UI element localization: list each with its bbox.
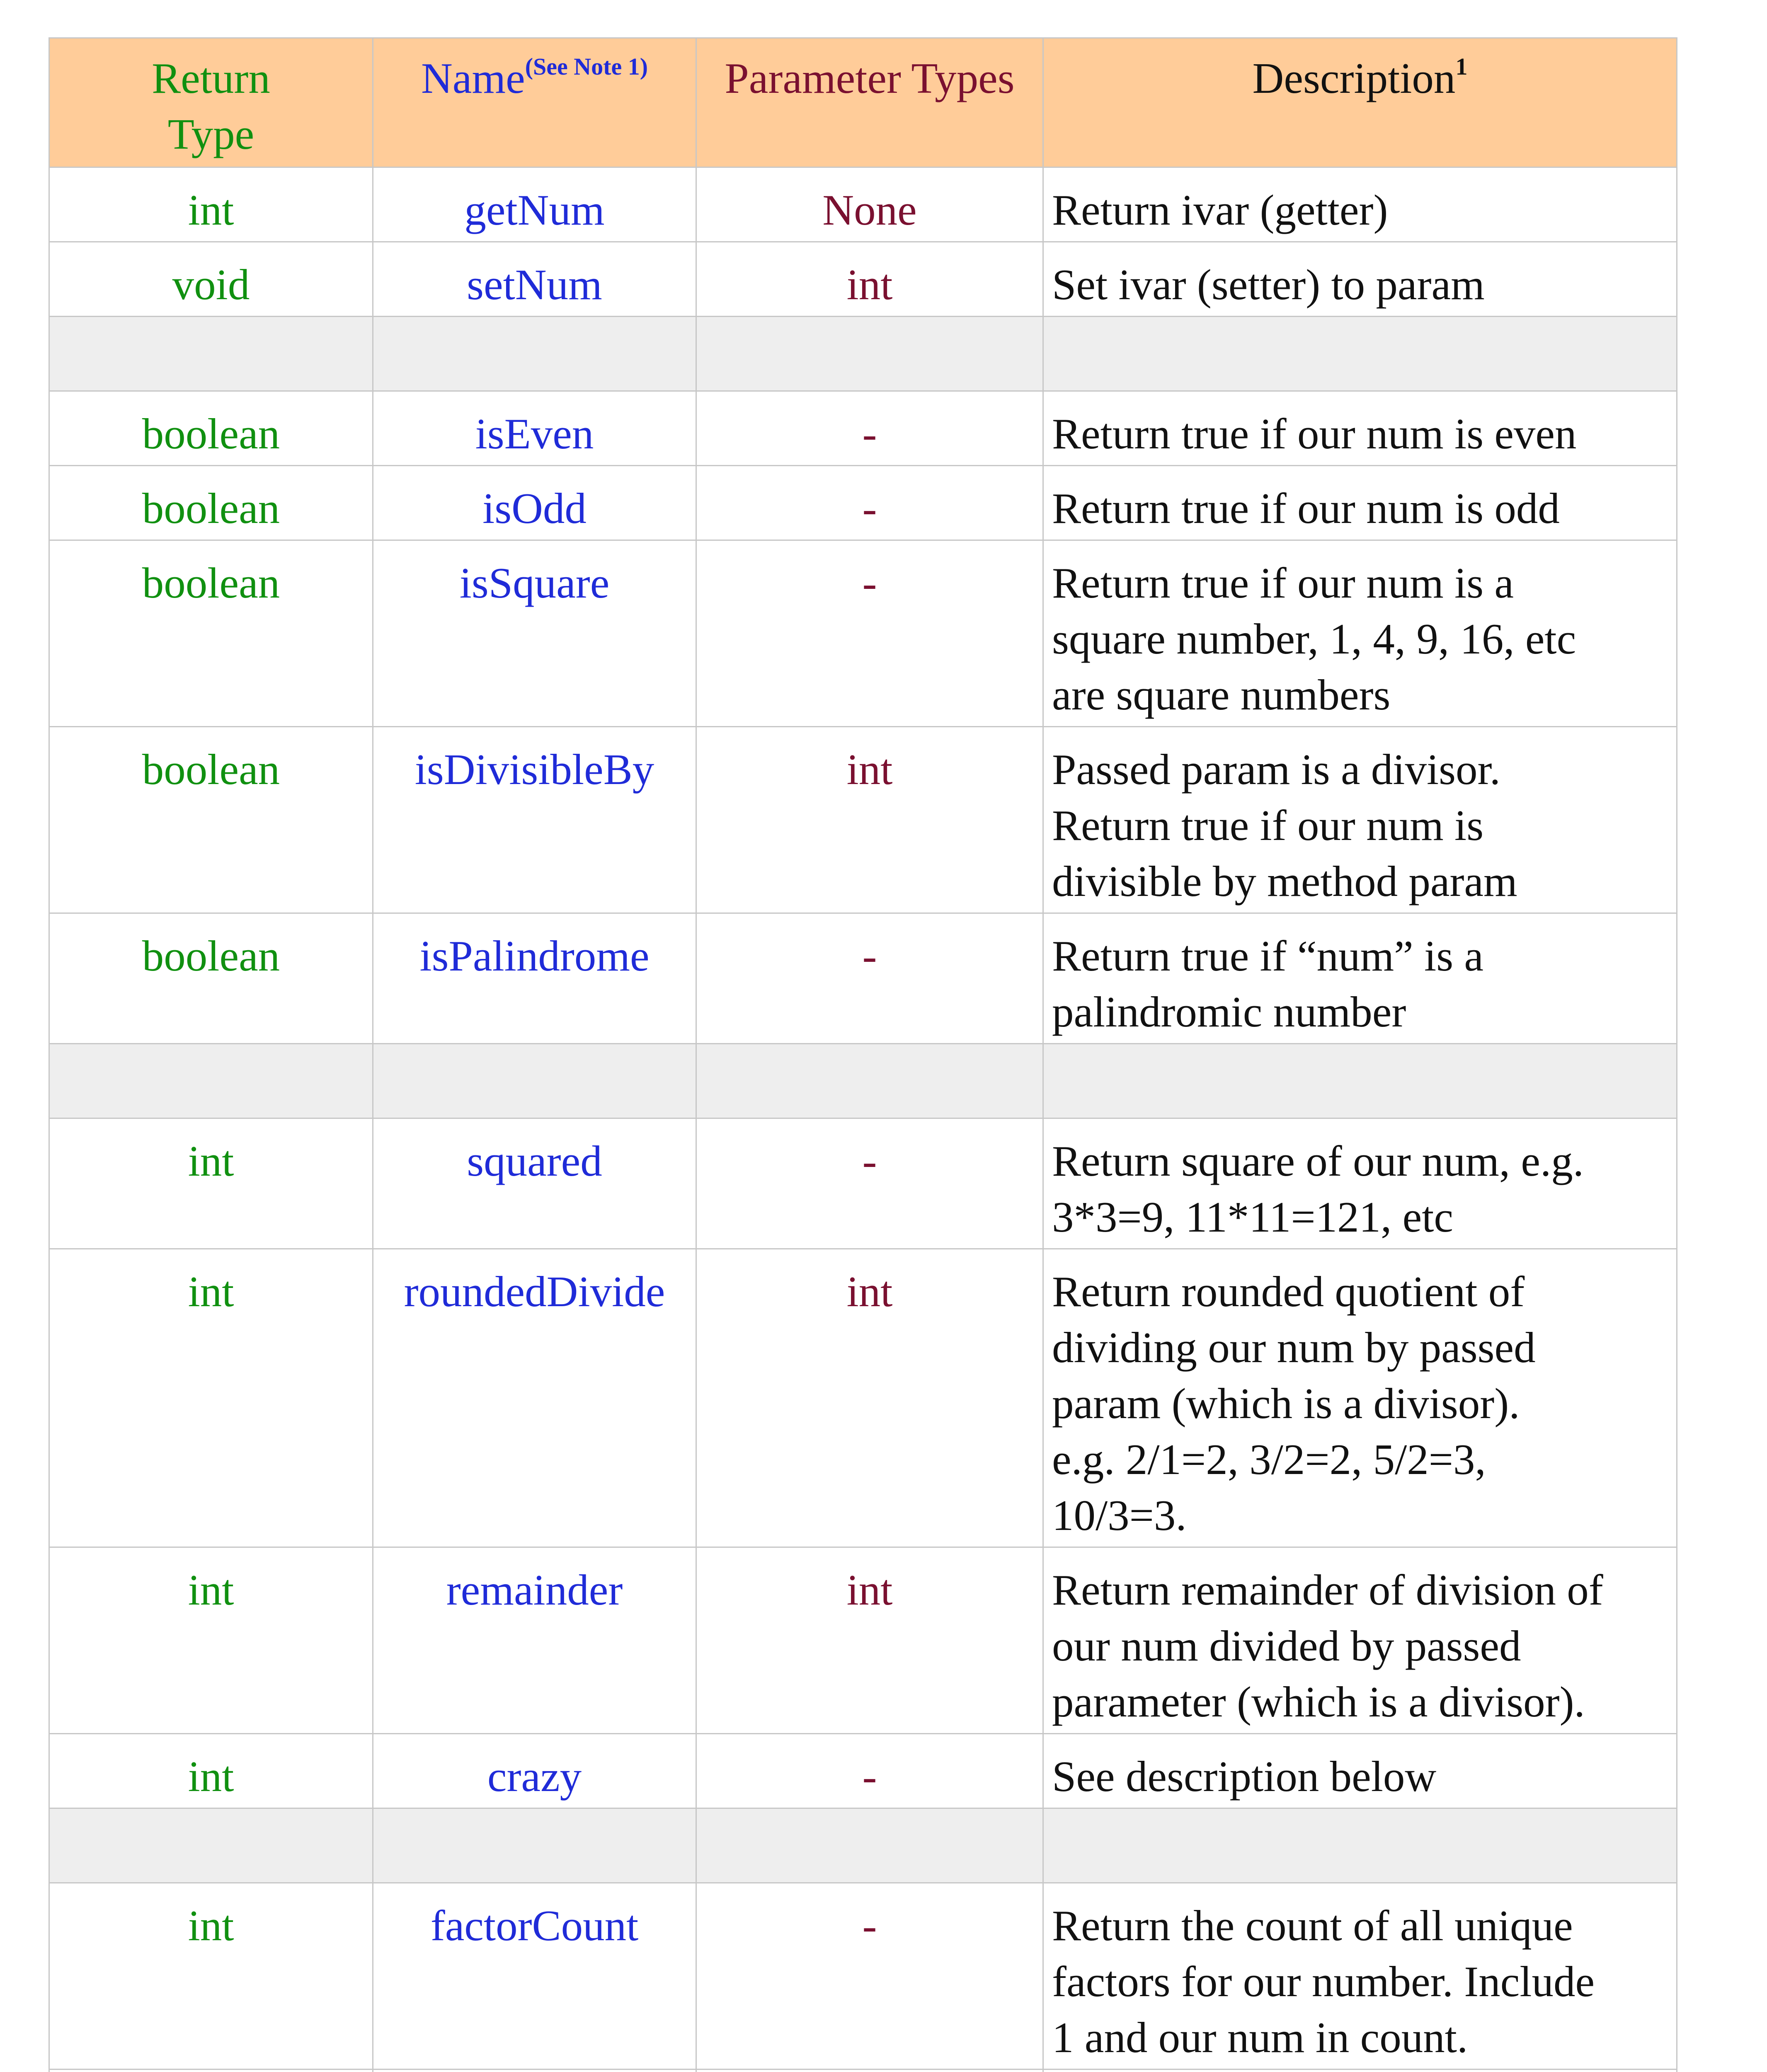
description-line: divisible by method param [1052,857,1517,905]
return-type-cell: int [49,1734,373,1808]
method-name-cell: squared [373,1118,696,1249]
spacer-cell [1043,1808,1677,1883]
description-line: factors for our number. Include [1052,1957,1595,2006]
spacer-row [49,317,1677,391]
return-type-cell: int [49,167,373,242]
description-cell [1043,2070,1677,2072]
description-cell: Return true if our num is odd [1043,466,1677,540]
description-cell: See description below [1043,1734,1677,1808]
method-name-cell: isPalindrome [373,913,696,1044]
param-type-cell: int [696,1249,1043,1547]
method-name-cell: remainder [373,1547,696,1734]
description-line: e.g. 2/1=2, 3/2=2, 5/2=3, [1052,1435,1486,1484]
return-type-cell: boolean [49,540,373,727]
return-type-cell [49,2070,373,2072]
param-type-cell: int [696,1547,1043,1734]
description-cell [1043,1249,1677,1547]
description-line: Return rounded quotient of [1052,1267,1525,1316]
spacer-cell [373,317,696,391]
description-cell [1043,1547,1677,1734]
table-row [49,466,1677,540]
description-header [1043,38,1677,167]
param-type-cell [696,2070,1043,2072]
param-types-header [696,38,1043,167]
spacer-cell [1043,1044,1677,1118]
description-line: Return true if our num is a [1052,559,1514,607]
spacer-row [49,1044,1677,1118]
param-type-cell: - [696,540,1043,727]
method-name-cell: isEven [373,391,696,466]
description-line: dividing our num by passed [1052,1323,1536,1372]
method-table [48,37,1677,2072]
spacer-cell [49,1044,373,1118]
table-row [49,2070,1677,2072]
description-line: 3*3=9, 11*11=121, etc [1052,1193,1454,1241]
return-type-cell: boolean [49,913,373,1044]
return-type-cell: boolean [49,391,373,466]
method-name-cell: factorCount [373,1883,696,2070]
description-cell [1043,1883,1677,2070]
name-header [373,38,696,167]
header-row [49,38,1677,167]
return-type-cell: int [49,1249,373,1547]
return-type-cell: boolean [49,727,373,913]
spacer-cell [696,1808,1043,1883]
description-cell [1043,1118,1677,1249]
name-header-note: (See Note 1) [525,53,648,80]
description-line: 1 and our num in count. [1052,2013,1468,2062]
method-name-cell: crazy [373,1734,696,1808]
description-line: Return true if our num is [1052,801,1484,850]
return-type-cell: int [49,1883,373,2070]
description-line: square number, 1, 4, 9, 16, etc [1052,615,1576,663]
table-row [49,540,1677,727]
return-type-header [49,38,373,167]
method-name-cell: getNum [373,167,696,242]
param-type-cell: - [696,1883,1043,2070]
spacer-cell [1043,317,1677,391]
description-cell: Return ivar (getter) [1043,167,1677,242]
description-cell: Return true if our num is even [1043,391,1677,466]
return-type-cell: void [49,242,373,317]
spacer-cell [696,317,1043,391]
param-type-cell: - [696,1118,1043,1249]
param-type-cell: - [696,1734,1043,1808]
description-line: Return true if “num” is a [1052,932,1483,980]
method-name-cell [373,2070,696,2072]
description-line: Return remainder of division of [1052,1566,1603,1614]
method-name-cell: setNum [373,242,696,317]
spacer-cell [373,1808,696,1883]
return-type-cell: boolean [49,466,373,540]
method-name-cell: roundedDivide [373,1249,696,1547]
param-type-cell: None [696,167,1043,242]
table-row [49,727,1677,913]
table-row [49,242,1677,317]
method-name-cell: isOdd [373,466,696,540]
description-line: parameter (which is a divisor). [1052,1677,1585,1726]
param-type-cell: - [696,391,1043,466]
description-line: Passed param is a divisor. [1052,745,1500,794]
return-type-header-line1: Return [152,54,270,102]
param-types-header-label: Parameter Types [725,54,1015,102]
description-line: are square numbers [1052,670,1391,719]
param-type-cell: int [696,242,1043,317]
method-name-cell: isDivisibleBy [373,727,696,913]
spacer-cell [696,1044,1043,1118]
method-name-cell: isSquare [373,540,696,727]
name-header-label: Name [421,54,525,102]
table-row [49,1883,1677,2070]
spacer-row [49,1808,1677,1883]
table-row [49,1734,1677,1808]
description-cell: Set ivar (setter) to param [1043,242,1677,317]
description-line: our num divided by passed [1052,1622,1521,1670]
description-line: palindromic number [1052,988,1406,1036]
description-cell [1043,727,1677,913]
return-type-cell: int [49,1118,373,1249]
table-row [49,1249,1677,1547]
description-header-label: Description [1252,54,1456,102]
spacer-cell [49,317,373,391]
spacer-cell [49,1808,373,1883]
param-type-cell: - [696,466,1043,540]
table-row [49,391,1677,466]
return-type-cell: int [49,1547,373,1734]
description-header-note: 1 [1455,53,1468,80]
param-type-cell: int [696,727,1043,913]
table-row [49,913,1677,1044]
param-type-cell: - [696,913,1043,1044]
description-cell [1043,540,1677,727]
description-line: Return square of our num, e.g. [1052,1137,1584,1185]
return-type-header-line2: Type [167,110,255,158]
table-row [49,167,1677,242]
description-cell [1043,913,1677,1044]
description-line: 10/3=3. [1052,1491,1187,1539]
table-row [49,1547,1677,1734]
description-line: Return the count of all unique [1052,1901,1573,1950]
description-line: param (which is a divisor). [1052,1379,1520,1428]
table-row [49,1118,1677,1249]
spacer-cell [373,1044,696,1118]
